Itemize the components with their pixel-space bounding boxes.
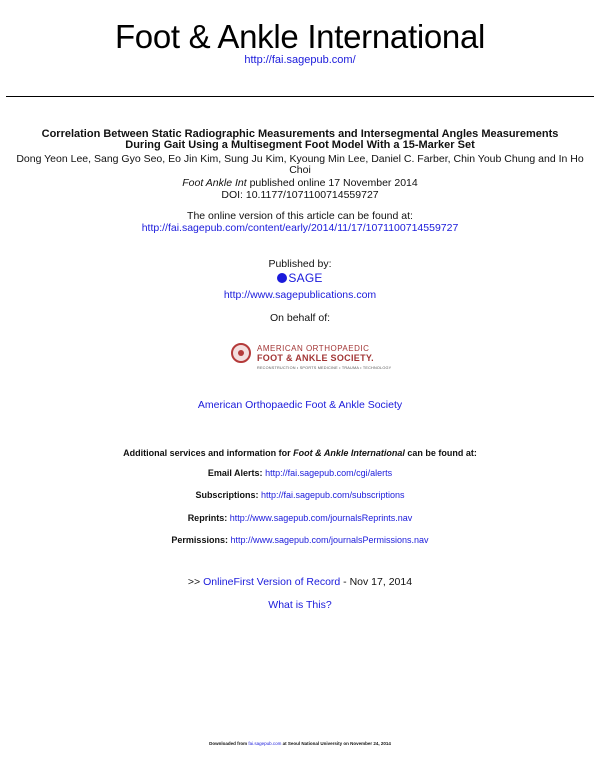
sage-logo[interactable]: [0, 271, 600, 285]
online-version-row: [0, 222, 600, 234]
service-email-alerts: [0, 468, 600, 478]
service-link[interactable]: http://www.sagepub.com/journalsReprints.nav: [229, 513, 413, 523]
article-authors: [0, 154, 600, 176]
service-link[interactable]: http://fai.sagepub.com/cgi/alerts: [265, 468, 393, 478]
services-heading-post: can be found at:: [404, 448, 477, 458]
citation-journal: Foot Ankle Int: [182, 177, 247, 189]
journal-title: Foot & Ankle International: [114, 18, 486, 55]
sage-logo-icon: [277, 273, 287, 283]
record-date: - Nov 17, 2014: [340, 576, 413, 588]
published-by-label: Published by:: [268, 258, 332, 270]
authors-line-2: Choi: [289, 164, 311, 176]
society-logo-line-1: AMERICAN ORTHOPAEDIC: [257, 344, 370, 353]
online-version-link[interactable]: http://fai.sagepub.com/content/early/2014/11/17/1071100714559727: [141, 222, 459, 234]
online-version-note: The online version of this article can be found at:: [187, 210, 413, 222]
article-title-line-1: Correlation Between Static Radiographic Measurements and Intersegmental Angles Measurements: [41, 128, 559, 140]
on-behalf-label: On behalf of:: [269, 312, 331, 324]
journal-url-link[interactable]: http://fai.sagepub.com/: [244, 54, 356, 66]
what-is-this-row: [0, 599, 600, 611]
service-label: Reprints:: [187, 513, 228, 523]
service-label: Subscriptions:: [195, 490, 259, 500]
citation-date: published online 17 November 2014: [246, 177, 418, 189]
authors-line-1: Dong Yeon Lee, Sang Gyo Seo, Eo Jin Kim, Sung Ju Kim, Kyoung Min Lee, Daniel C. Farber, Chin Youb Chung and In Ho: [16, 153, 584, 165]
version-of-record: [0, 576, 600, 588]
service-reprints: [0, 513, 600, 523]
service-subscriptions: [0, 490, 600, 500]
article-title-line-2: During Gait Using a Multisegment Foot Model With a 15-Marker Set: [125, 139, 475, 151]
service-label: Email Alerts:: [207, 468, 263, 478]
article-title: [0, 129, 600, 151]
service-permissions: [0, 535, 600, 545]
footer-rest: at Seoul National University on November 24, 2014: [281, 741, 391, 746]
service-link[interactable]: http://www.sagepub.com/journalsPermissions.nav: [230, 535, 429, 545]
society-seal-icon: [231, 343, 251, 363]
sage-logo-text: SAGE: [288, 271, 323, 285]
article-doi: DOI: 10.1177/1071100714559727: [221, 189, 379, 201]
download-footer: [0, 741, 600, 746]
society-logo-tagline: RECONSTRUCTION • SPORTS MEDICINE • TRAUMA • TECHNOLOGY: [257, 366, 392, 370]
what-is-this-link[interactable]: What is This?: [268, 599, 332, 611]
services-heading-journal: Foot & Ankle International: [293, 448, 405, 458]
footer-pre: Downloaded from: [209, 741, 249, 746]
society-name-row: [0, 399, 600, 411]
publisher-url-row: [0, 289, 600, 301]
service-label: Permissions:: [171, 535, 228, 545]
record-prefix: >>: [187, 576, 204, 588]
article-citation: [0, 177, 600, 189]
services-heading: [0, 448, 600, 458]
society-logo-line-2: FOOT & ANKLE SOCIETY.: [257, 353, 374, 363]
service-link[interactable]: http://fai.sagepub.com/subscriptions: [260, 490, 405, 500]
services-heading-pre: Additional services and information for: [123, 448, 294, 458]
publisher-url-link[interactable]: http://www.sagepublications.com: [223, 289, 377, 301]
society-name-link[interactable]: American Orthopaedic Foot & Ankle Society: [197, 399, 403, 411]
footer-site-link[interactable]: fai.sagepub.com: [248, 741, 282, 746]
record-link[interactable]: OnlineFirst Version of Record: [203, 576, 341, 588]
society-logo[interactable]: [231, 341, 392, 377]
journal-url-row: [0, 54, 600, 66]
header-divider: [6, 96, 594, 97]
